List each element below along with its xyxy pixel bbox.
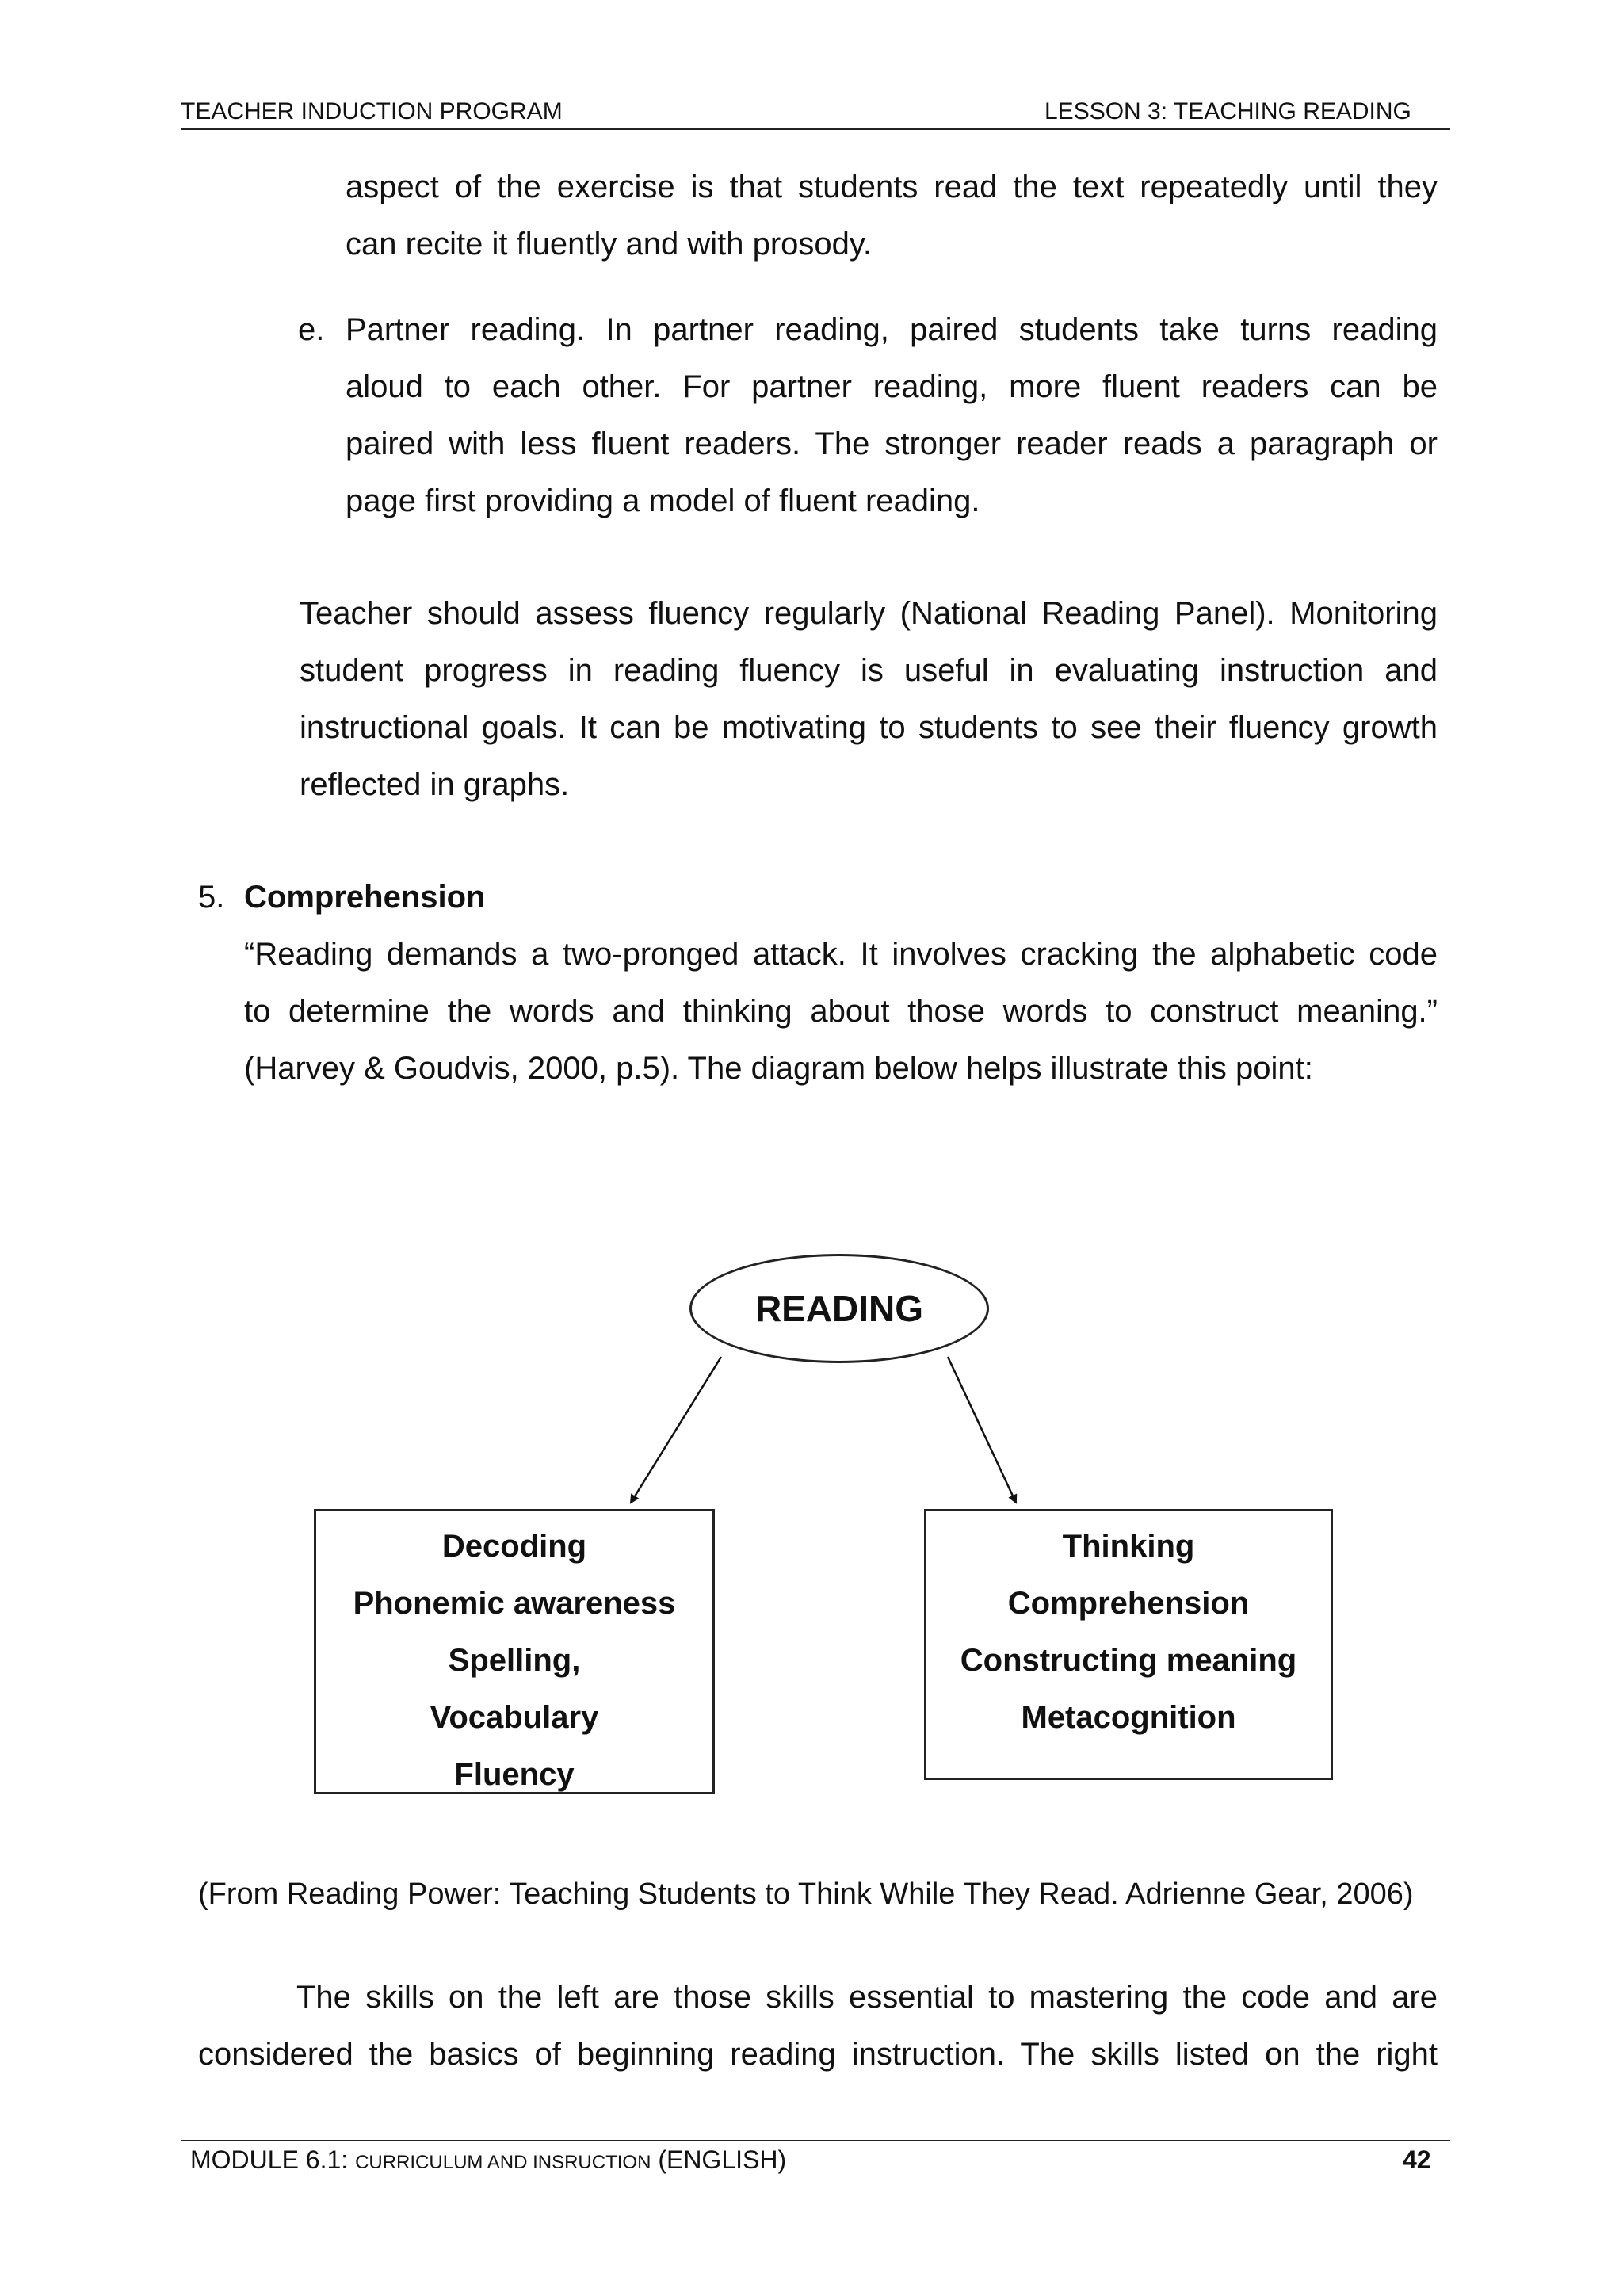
closing-line-1: The skills on the left are those skills essential to mastering the code and are [296, 1980, 1438, 2015]
assess-line: Teacher should assess fluency regularly (National Reading Panel). Monitoring [300, 596, 1438, 631]
thinking-item: Comprehension [1007, 1586, 1250, 1621]
header-lesson-title: LESSON 3: TEACHING READING [1044, 98, 1411, 124]
page-number: 42 [1403, 2145, 1431, 2174]
assess-line: student progress in reading fluency is useful in evaluating instruction and [300, 653, 1438, 688]
section-5-title: Comprehension [244, 880, 486, 915]
quote-line: to determine the words and thinking about those words to construct meaning.” [244, 994, 1438, 1029]
closing-paragraph [198, 1969, 1438, 2083]
decoding-item: Phonemic awareness [353, 1586, 676, 1621]
quote-line: “Reading demands a two-pronged attack. It involves cracking the alphabetic code [244, 937, 1438, 972]
assess-line: reflected in graphs. [300, 767, 570, 802]
decoding-item: Vocabulary [430, 1700, 599, 1735]
source-note: (From Reading Power: Teaching Students to Think While They Read. Adrienne Gear, 2006) [198, 1878, 1414, 1911]
footer-subject: (ENGLISH) [651, 2145, 787, 2174]
arrow-to-decoding [631, 1357, 721, 1503]
item-e-line: Partner reading. In partner reading, paired students take turns reading [346, 312, 1438, 347]
item-e-line: paired with less fluent readers. The stronger reader reads a paragraph or [346, 426, 1438, 461]
footer-rule [181, 2140, 1450, 2141]
footer-module-number: MODULE 6.1: [190, 2145, 356, 2174]
thinking-item: Constructing meaning [960, 1643, 1297, 1678]
decoding-item: Fluency [454, 1757, 575, 1792]
item-e-line: page first providing a model of fluent reading. [346, 483, 980, 518]
quote-line: (Harvey & Goudvis, 2000, p.5). The diagram below helps illustrate this point: [244, 1051, 1313, 1086]
continuation-line-2: can recite it fluently and with prosody. [346, 227, 873, 262]
reading-ellipse: READING [689, 1254, 989, 1363]
footer-module [190, 2145, 786, 2175]
item-e-line: aloud to each other. For partner reading, more fluent readers can be [346, 369, 1438, 404]
assess-line: instructional goals. It can be motivating to students to see their fluency growth [300, 710, 1438, 745]
section-5-number: 5. [198, 880, 225, 915]
thinking-box [924, 1509, 1333, 1780]
footer-course: CURRICULUM AND INSRUCTION [355, 2152, 651, 2173]
decoding-item: Spelling, [448, 1643, 581, 1678]
decoding-item: Decoding [441, 1529, 587, 1564]
continuation-line-1: aspect of the exercise is that students read the text repeatedly until they [346, 170, 1438, 204]
header-program-title: TEACHER INDUCTION PROGRAM [181, 98, 563, 124]
closing-line-2: considered the basics of beginning reading instruction. The skills listed on the right [198, 2037, 1438, 2072]
decoding-box [314, 1509, 715, 1794]
item-e-marker: e. [298, 312, 325, 347]
arrow-to-thinking [948, 1357, 1016, 1503]
thinking-item: Metacognition [1021, 1700, 1236, 1735]
thinking-item: Thinking [1062, 1529, 1195, 1564]
